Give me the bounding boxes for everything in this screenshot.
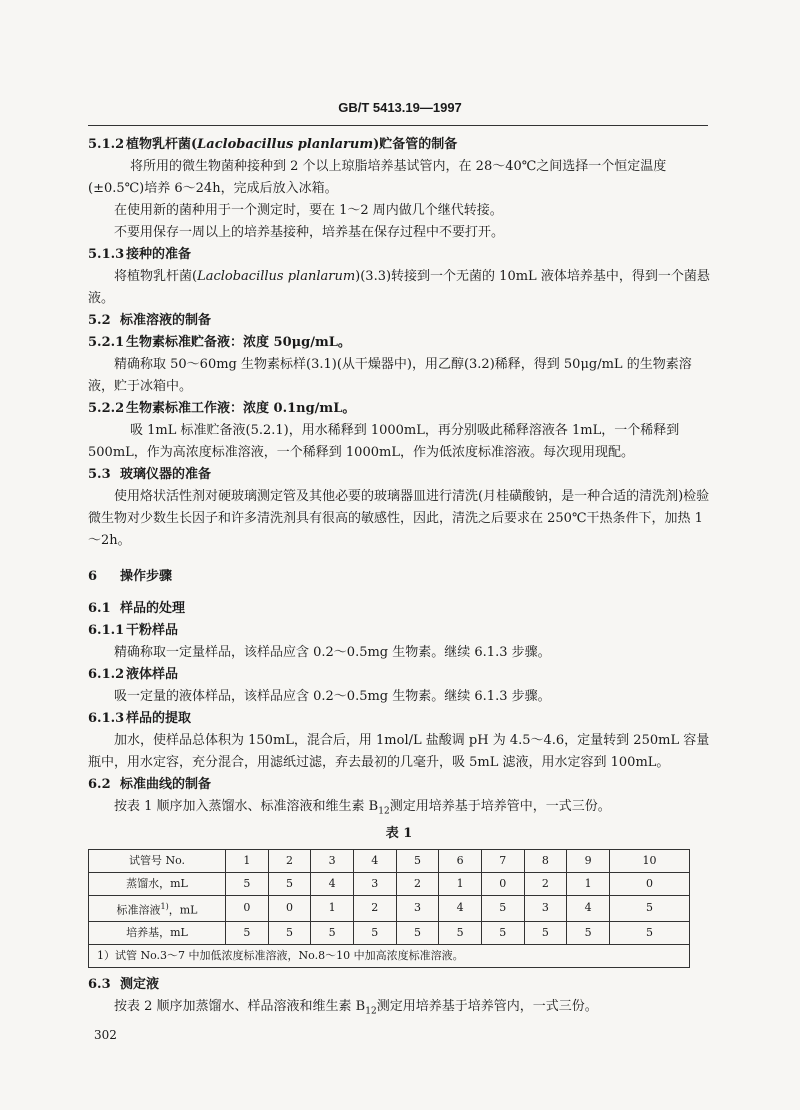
text-run: 将植物乳杆菌( <box>114 269 198 284</box>
section-title: 生物素标准贮备液：浓度 50μg/mL。 <box>126 335 351 350</box>
table-cell: 5 <box>268 922 311 945</box>
section-5-1-3-heading <box>88 244 710 266</box>
row-label-unit: ，mL <box>168 903 198 917</box>
section-title: 标准曲线的制备 <box>120 777 212 792</box>
table-cell: 2 <box>524 872 567 895</box>
spacer <box>88 588 710 598</box>
row-label-text: 培养基，mL <box>126 926 188 940</box>
section-number: 6.1.3 <box>88 711 125 726</box>
section-5-2-1-heading <box>88 332 710 354</box>
text-run: )(3.3)转接到一个无菌的 10mL 液体培养基中，得到一个菌悬液。 <box>88 269 710 306</box>
paragraph: 精确称取 50～60mg 生物素标样(3.1)(从干燥器中)，用乙醇(3.2)稀释，得到 50μg/mL 的生物素溶液，贮于冰箱中。 <box>88 357 692 394</box>
table-cell: 1 <box>567 872 610 895</box>
row-label-text: 标准溶液 <box>116 903 161 917</box>
section-5-2-2-heading <box>88 398 710 420</box>
table-cell: 0 <box>268 895 311 922</box>
table-cell: 5 <box>609 895 689 922</box>
table-cell: 6 <box>439 849 482 872</box>
table-row <box>89 849 690 872</box>
subscript: 12 <box>378 806 390 817</box>
section-6-heading <box>88 566 710 588</box>
section-title: 液体样品 <box>126 667 179 682</box>
table-cell: 5 <box>268 872 311 895</box>
table-cell: 5 <box>481 895 524 922</box>
table-cell: 2 <box>396 872 439 895</box>
section-number: 6.1 <box>88 601 111 616</box>
table-cell: 5 <box>396 922 439 945</box>
section-number: 5.1.2 <box>88 137 125 152</box>
table-row <box>89 895 690 922</box>
section-number: 5.2.1 <box>88 335 125 350</box>
section-number: 5.2.2 <box>88 401 125 416</box>
paragraph: 在使用新的菌种用于一个测定时，要在 1～2 周内做几个继代转接。 <box>114 203 503 218</box>
section-number: 6.1.1 <box>88 623 125 638</box>
paragraph <box>88 796 710 823</box>
section-6-1-heading <box>88 598 710 620</box>
table-cell: 3 <box>353 872 396 895</box>
spacer <box>88 552 710 566</box>
table-cell: 2 <box>268 849 311 872</box>
table-cell: 5 <box>226 922 269 945</box>
section-6-1-2-heading <box>88 664 710 686</box>
table-cell: 5 <box>524 922 567 945</box>
subscript: 12 <box>365 1006 377 1017</box>
section-title: 玻璃仪器的准备 <box>120 467 212 482</box>
row-label <box>89 872 226 895</box>
section-title: 生物素标准工作液：浓度 0.1ng/mL。 <box>126 401 356 416</box>
header-rule <box>88 125 708 126</box>
section-number: 6.1.2 <box>88 667 125 682</box>
page-number: 302 <box>94 1028 117 1042</box>
section-number: 6 <box>88 569 98 584</box>
table-cell: 7 <box>481 849 524 872</box>
row-label <box>89 922 226 945</box>
section-6-2-heading <box>88 774 710 796</box>
table-row <box>89 922 690 945</box>
section-title: 接种的准备 <box>126 247 192 262</box>
table-cell: 5 <box>609 922 689 945</box>
table-cell: 4 <box>439 895 482 922</box>
section-number: 6.2 <box>88 777 111 792</box>
latin-name: Laclobacillus planlarum <box>197 269 356 284</box>
table-note-row <box>89 945 690 968</box>
section-number: 5.1.3 <box>88 247 125 262</box>
section-title: 植物乳杆菌( <box>126 137 198 152</box>
table-cell: 5 <box>353 922 396 945</box>
row-label-text: 蒸馏水，mL <box>126 876 188 890</box>
table-cell: 4 <box>567 895 610 922</box>
table-cell: 0 <box>226 895 269 922</box>
table-cell: 4 <box>311 872 354 895</box>
text-run: 按表 2 顺序加蒸馏水、样品溶液和维生素 B <box>114 999 366 1015</box>
table-caption: 表 1 <box>385 825 413 841</box>
section-5-1-2-heading <box>88 134 710 156</box>
table-cell: 3 <box>311 849 354 872</box>
table-cell: 3 <box>396 895 439 922</box>
table-cell: 1 <box>311 895 354 922</box>
row-label <box>89 895 226 922</box>
paragraph <box>88 996 710 1023</box>
table-cell: 1 <box>439 872 482 895</box>
table-body <box>89 849 690 968</box>
section-number: 5.3 <box>88 467 111 482</box>
paragraph: 不要用保存一周以上的培养基接种，培养基在保存过程中不要打开。 <box>114 225 505 240</box>
footnote-marker: 1) <box>160 901 169 911</box>
table-row <box>89 872 690 895</box>
text-run: 测定用培养基于培养管中，一式三份。 <box>389 799 611 814</box>
row-label-text: 试管号 No. <box>128 853 186 867</box>
table-1 <box>88 849 690 969</box>
table-cell: 5 <box>481 922 524 945</box>
section-6-1-3-heading <box>88 708 710 730</box>
section-title: 测定液 <box>120 977 160 993</box>
section-title: 样品的处理 <box>120 601 186 616</box>
section-title: 标准溶液的制备 <box>120 313 212 328</box>
paragraph: 将所用的微生物菌种接种到 2 个以上琼脂培养基试管内，在 28～40℃之间选择一个恒定温度(±0.5℃)培养 6～24h，完成后放入冰箱。 <box>88 159 667 196</box>
document-body <box>88 134 710 1023</box>
table-cell: 5 <box>396 849 439 872</box>
document-header: GB/T 5413.19—1997 <box>338 100 462 115</box>
section-title: 样品的提取 <box>126 711 192 726</box>
section-number: 6.3 <box>88 977 111 993</box>
table-cell: 3 <box>524 895 567 922</box>
table-cell: 5 <box>567 922 610 945</box>
table-cell: 8 <box>524 849 567 872</box>
table-footnote: 1）试管 No.3～7 中加低浓度标准溶液，No.8～10 中加高浓度标准溶液。 <box>89 945 690 968</box>
section-title: 干粉样品 <box>126 623 179 638</box>
paragraph: 吸一定量的液体样品，该样品应含 0.2～0.5mg 生物素。继续 6.1.3 步骤。 <box>114 689 551 704</box>
paragraph: 吸 1mL 标准贮备液(5.2.1)，用水稀释到 1000mL，再分别吸此稀释溶液各 1mL，一个稀释到 500mL，作为高浓度标准溶液，一个稀释到 1000mL，作为低浓度标准溶液。每次现用现配。 <box>88 423 680 460</box>
text-run: 按表 1 顺序加入蒸馏水、标准溶液和维生素 B <box>114 799 379 814</box>
table-cell: 0 <box>609 872 689 895</box>
paragraph <box>88 266 710 310</box>
section-5-3-heading <box>88 464 710 486</box>
paragraph: 精确称取一定量样品，该样品应含 0.2～0.5mg 生物素。继续 6.1.3 步骤。 <box>114 645 551 660</box>
text-run: 测定用培养基于培养管内，一式三份。 <box>376 999 598 1015</box>
latin-name: Laclobacillus planlarum <box>197 137 374 152</box>
paragraph: 加水，使样品总体积为 150mL，混合后，用 1mol/L 盐酸调 pH 为 4.5～4.6，定量转到 250mL 容量瓶中，用水定容，充分混合，用滤纸过滤，弃去最初的几毫升，吸 5mL 滤液，用水定容到 100mL。 <box>88 733 710 770</box>
table-cell: 1 <box>226 849 269 872</box>
paragraph: 使用烙状活性剂对硬玻璃测定管及其他必要的玻璃器皿进行清洗(月桂磺酸钠，是一种合适的清洗剂)检验微生物对少数生长因子和许多清洗剂具有很高的敏感性，因此，清洗之后要求在 250℃干热条件下，加热 1～2h。 <box>88 489 710 548</box>
table-cell: 5 <box>226 872 269 895</box>
section-number: 5.2 <box>88 313 111 328</box>
section-5-2-heading <box>88 310 710 332</box>
section-title: 操作步骤 <box>120 569 173 584</box>
table-cell: 4 <box>353 849 396 872</box>
table-cell: 5 <box>439 922 482 945</box>
table-cell: 9 <box>567 849 610 872</box>
table-cell: 2 <box>353 895 396 922</box>
section-6-3-heading <box>88 974 710 996</box>
table-cell: 5 <box>311 922 354 945</box>
section-title-suffix: )贮备管的制备 <box>373 137 458 152</box>
row-label <box>89 849 226 872</box>
section-6-1-1-heading <box>88 620 710 642</box>
table-cell: 10 <box>609 849 689 872</box>
table-cell: 0 <box>481 872 524 895</box>
